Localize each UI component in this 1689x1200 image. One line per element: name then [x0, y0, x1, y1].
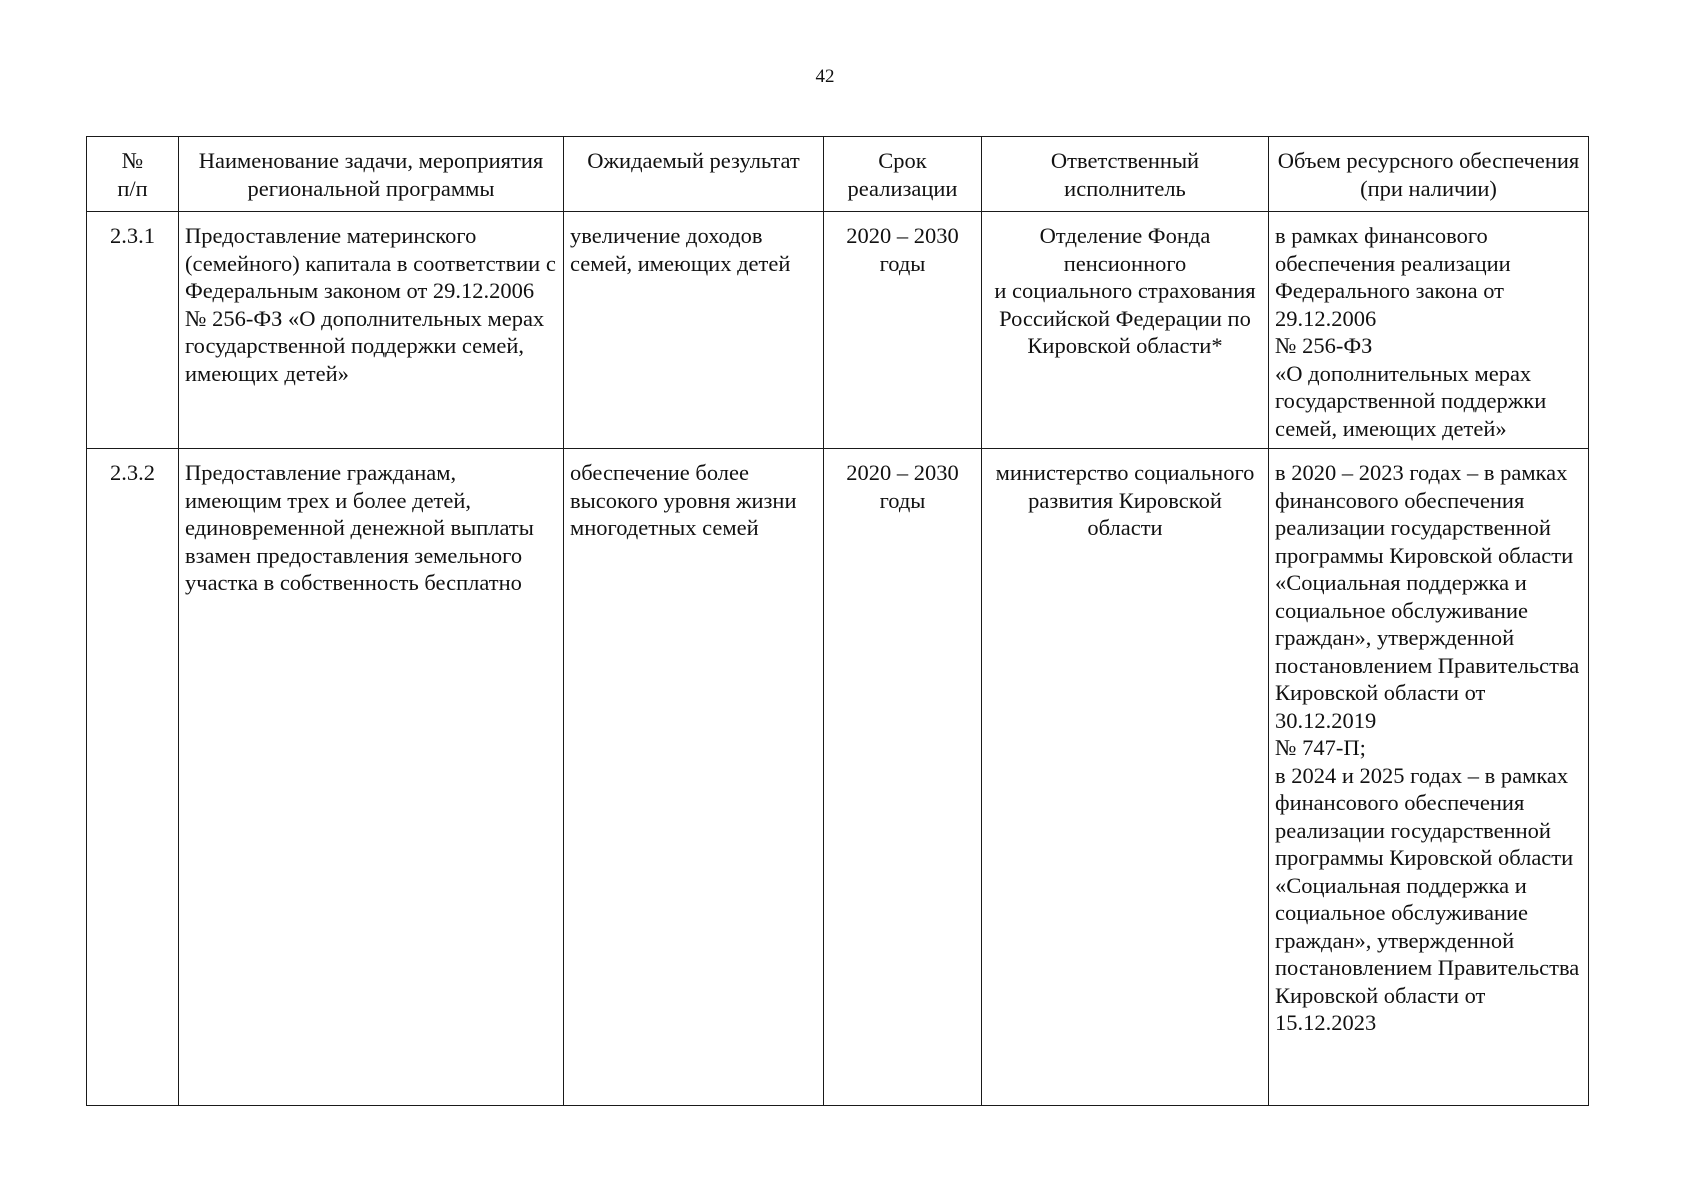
table-row [87, 449, 1589, 1106]
cell-term: 2020 – 2030 годы [824, 449, 982, 1106]
header-task: Наименование задачи, мероприятия региональной программы [179, 137, 564, 212]
cell-result: увеличение доходов семей, имеющих детей [564, 212, 824, 449]
cell-resources: в рамках финансового обеспечения реализации Федерального закона от 29.12.2006 № 256-ФЗ «О дополнительных мерах государственной поддержки семей, имеющих детей» [1269, 212, 1589, 449]
cell-task: Предоставление материнского (семейного) капитала в соответствии с Федеральным законом от 29.12.2006 № 256-ФЗ «О дополнительных мерах государственной поддержки семей, имеющих детей» [179, 212, 564, 449]
page-number: 42 [815, 66, 835, 87]
cell-executor: Отделение Фонда пенсионного и социального страхования Российской Федерации по Кировской области* [982, 212, 1269, 449]
header-resources: Объем ресурсного обеспечения (при наличии) [1269, 137, 1589, 212]
header-number: № п/п [87, 137, 179, 212]
cell-result: обеспечение более высокого уровня жизни многодетных семей [564, 449, 824, 1106]
header-executor: Ответственный исполнитель [982, 137, 1269, 212]
table-header-row [87, 137, 1589, 212]
cell-number: 2.3.2 [87, 449, 179, 1106]
table-header [87, 137, 1589, 212]
table-body [87, 212, 1589, 1106]
program-table [86, 136, 1589, 1106]
header-result: Ожидаемый результат [564, 137, 824, 212]
cell-executor: министерство социального развития Кировской области [982, 449, 1269, 1106]
cell-task: Предоставление гражданам, имеющим трех и более детей, единовременной денежной выплаты взамен предоставления земельного участка в собственность бесплатно [179, 449, 564, 1106]
header-term: Срок реализации [824, 137, 982, 212]
table-row [87, 212, 1589, 449]
program-table-container [86, 136, 1588, 1106]
cell-term: 2020 – 2030 годы [824, 212, 982, 449]
cell-number: 2.3.1 [87, 212, 179, 449]
cell-resources: в 2020 – 2023 годах – в рамках финансового обеспечения реализации государственной программы Кировской области «Социальная поддержка и социальное обслуживание граждан», утвержденной постановлением Правительства Кировской области от 30.12.2019 № 747-П; в 2024 и 2025 годах – в рамках финансового обеспечения реализации государственной программы Кировской области «Социальная поддержка и социальное обслуживание граждан», утвержденной постановлением Правительства Кировской области от 15.12.2023 [1269, 449, 1589, 1106]
